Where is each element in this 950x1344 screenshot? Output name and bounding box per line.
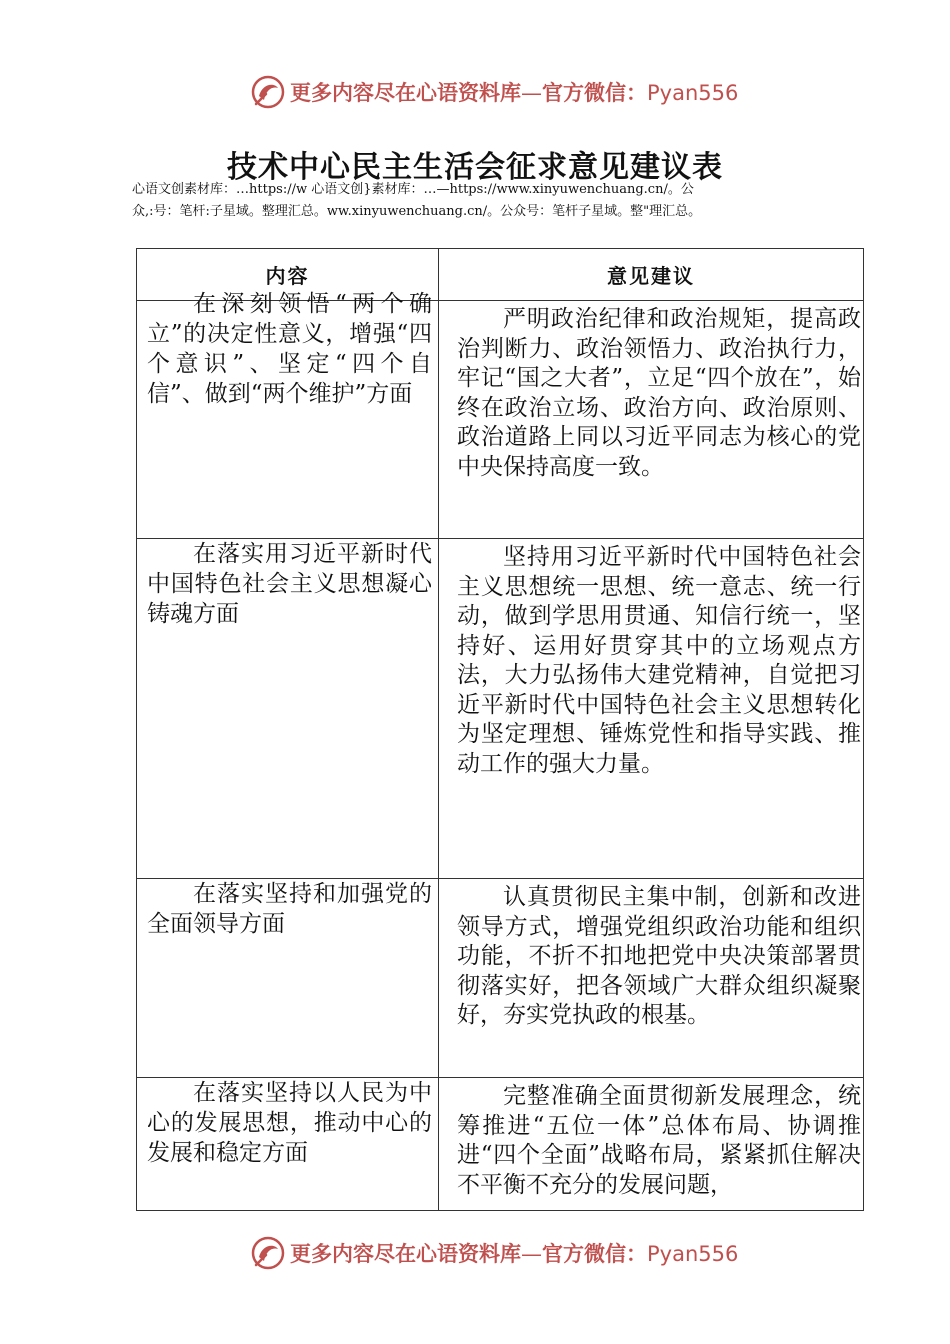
- table-row: [137, 1078, 864, 1211]
- suggestion-text: 完整准确全面贯彻新发展理念，统筹推进“五位一体”总体布局、协调推进“四个全面”战略布局，紧紧抓住解决不平衡不充分的发展问题，: [457, 1083, 861, 1198]
- bottom-banner: [250, 1233, 738, 1273]
- brand-logo-icon: [250, 74, 286, 110]
- content-text: 在落实坚持以人民为中心的发展思想，推动中心的发展和稳定方面: [147, 1080, 432, 1166]
- content-cell: [137, 1078, 439, 1211]
- suggestion-cell: [439, 301, 864, 539]
- suggestion-table: [136, 248, 864, 1211]
- suggestion-text: 严明政治纪律和政治规矩，提高政治判断力、政治领悟力、政治执行力，牢记“国之大者”，立足“四个放在”，始终在政治立场、政治方向、政治原则、政治道路上同以习近平同志为核心的党中央保持高度一致。: [457, 306, 861, 480]
- content-text: 在落实坚持和加强党的全面领导方面: [147, 881, 432, 937]
- banner-text: 更多内容尽在心语资料库—官方微信：Pyan556: [290, 1242, 739, 1266]
- suggestion-cell: [439, 879, 864, 1078]
- table-row: [137, 879, 864, 1078]
- watermark-line-1: 心语文创素材库：…https://w 心语文创}素材库：…—https://www.xinyuwenchuang.cn/。公: [132, 182, 694, 197]
- suggestion-text: 坚持用习近平新时代中国特色社会主义思想统一思想、统一意志、统一行动，做到学思用贯通、知信行统一，坚持好、运用好贯穿其中的立场观点方法，大力弘扬伟大建党精神，自觉把习近平新时代中国特色社会主义思想转化为坚定理想、锤炼党性和指导实践、推动工作的强大力量。: [457, 544, 861, 777]
- table-row: [137, 301, 864, 539]
- brand-logo-icon: [250, 1235, 286, 1271]
- header-suggestion: 意见建议: [439, 249, 864, 301]
- table-row: [137, 539, 864, 879]
- suggestion-cell: [439, 1078, 864, 1211]
- top-banner: [250, 72, 738, 112]
- suggestion-cell: [439, 539, 864, 879]
- header-content: 内容: [137, 249, 439, 301]
- document-title: 技术中心民主生活会征求意见建议表: [227, 150, 723, 185]
- suggestion-text: 认真贯彻民主集中制，创新和改进领导方式，增强党组织政治功能和组织功能，不折不扣地把党中央决策部署贯彻落实好，把各领域广大群众组织凝聚好，夯实党执政的根基。: [457, 884, 861, 1028]
- banner-text: 更多内容尽在心语资料库—官方微信：Pyan556: [290, 81, 739, 105]
- content-cell: [137, 291, 439, 539]
- content-text: 在深刻领悟“两个确立”的决定性意义，增强“四个意识”、坚定“四个自信”、做到“两个维护”方面: [147, 291, 432, 407]
- content-cell: [137, 879, 439, 1078]
- watermark-line-2: 众,:号：笔杆:子星域。整理汇总。ww.xinyuwenchuang.cn/。公众号：笔杆子星域。整"理汇总。: [132, 204, 702, 219]
- content-text: 在落实用习近平新时代中国特色社会主义思想凝心铸魂方面: [147, 541, 432, 627]
- content-cell: [137, 539, 439, 879]
